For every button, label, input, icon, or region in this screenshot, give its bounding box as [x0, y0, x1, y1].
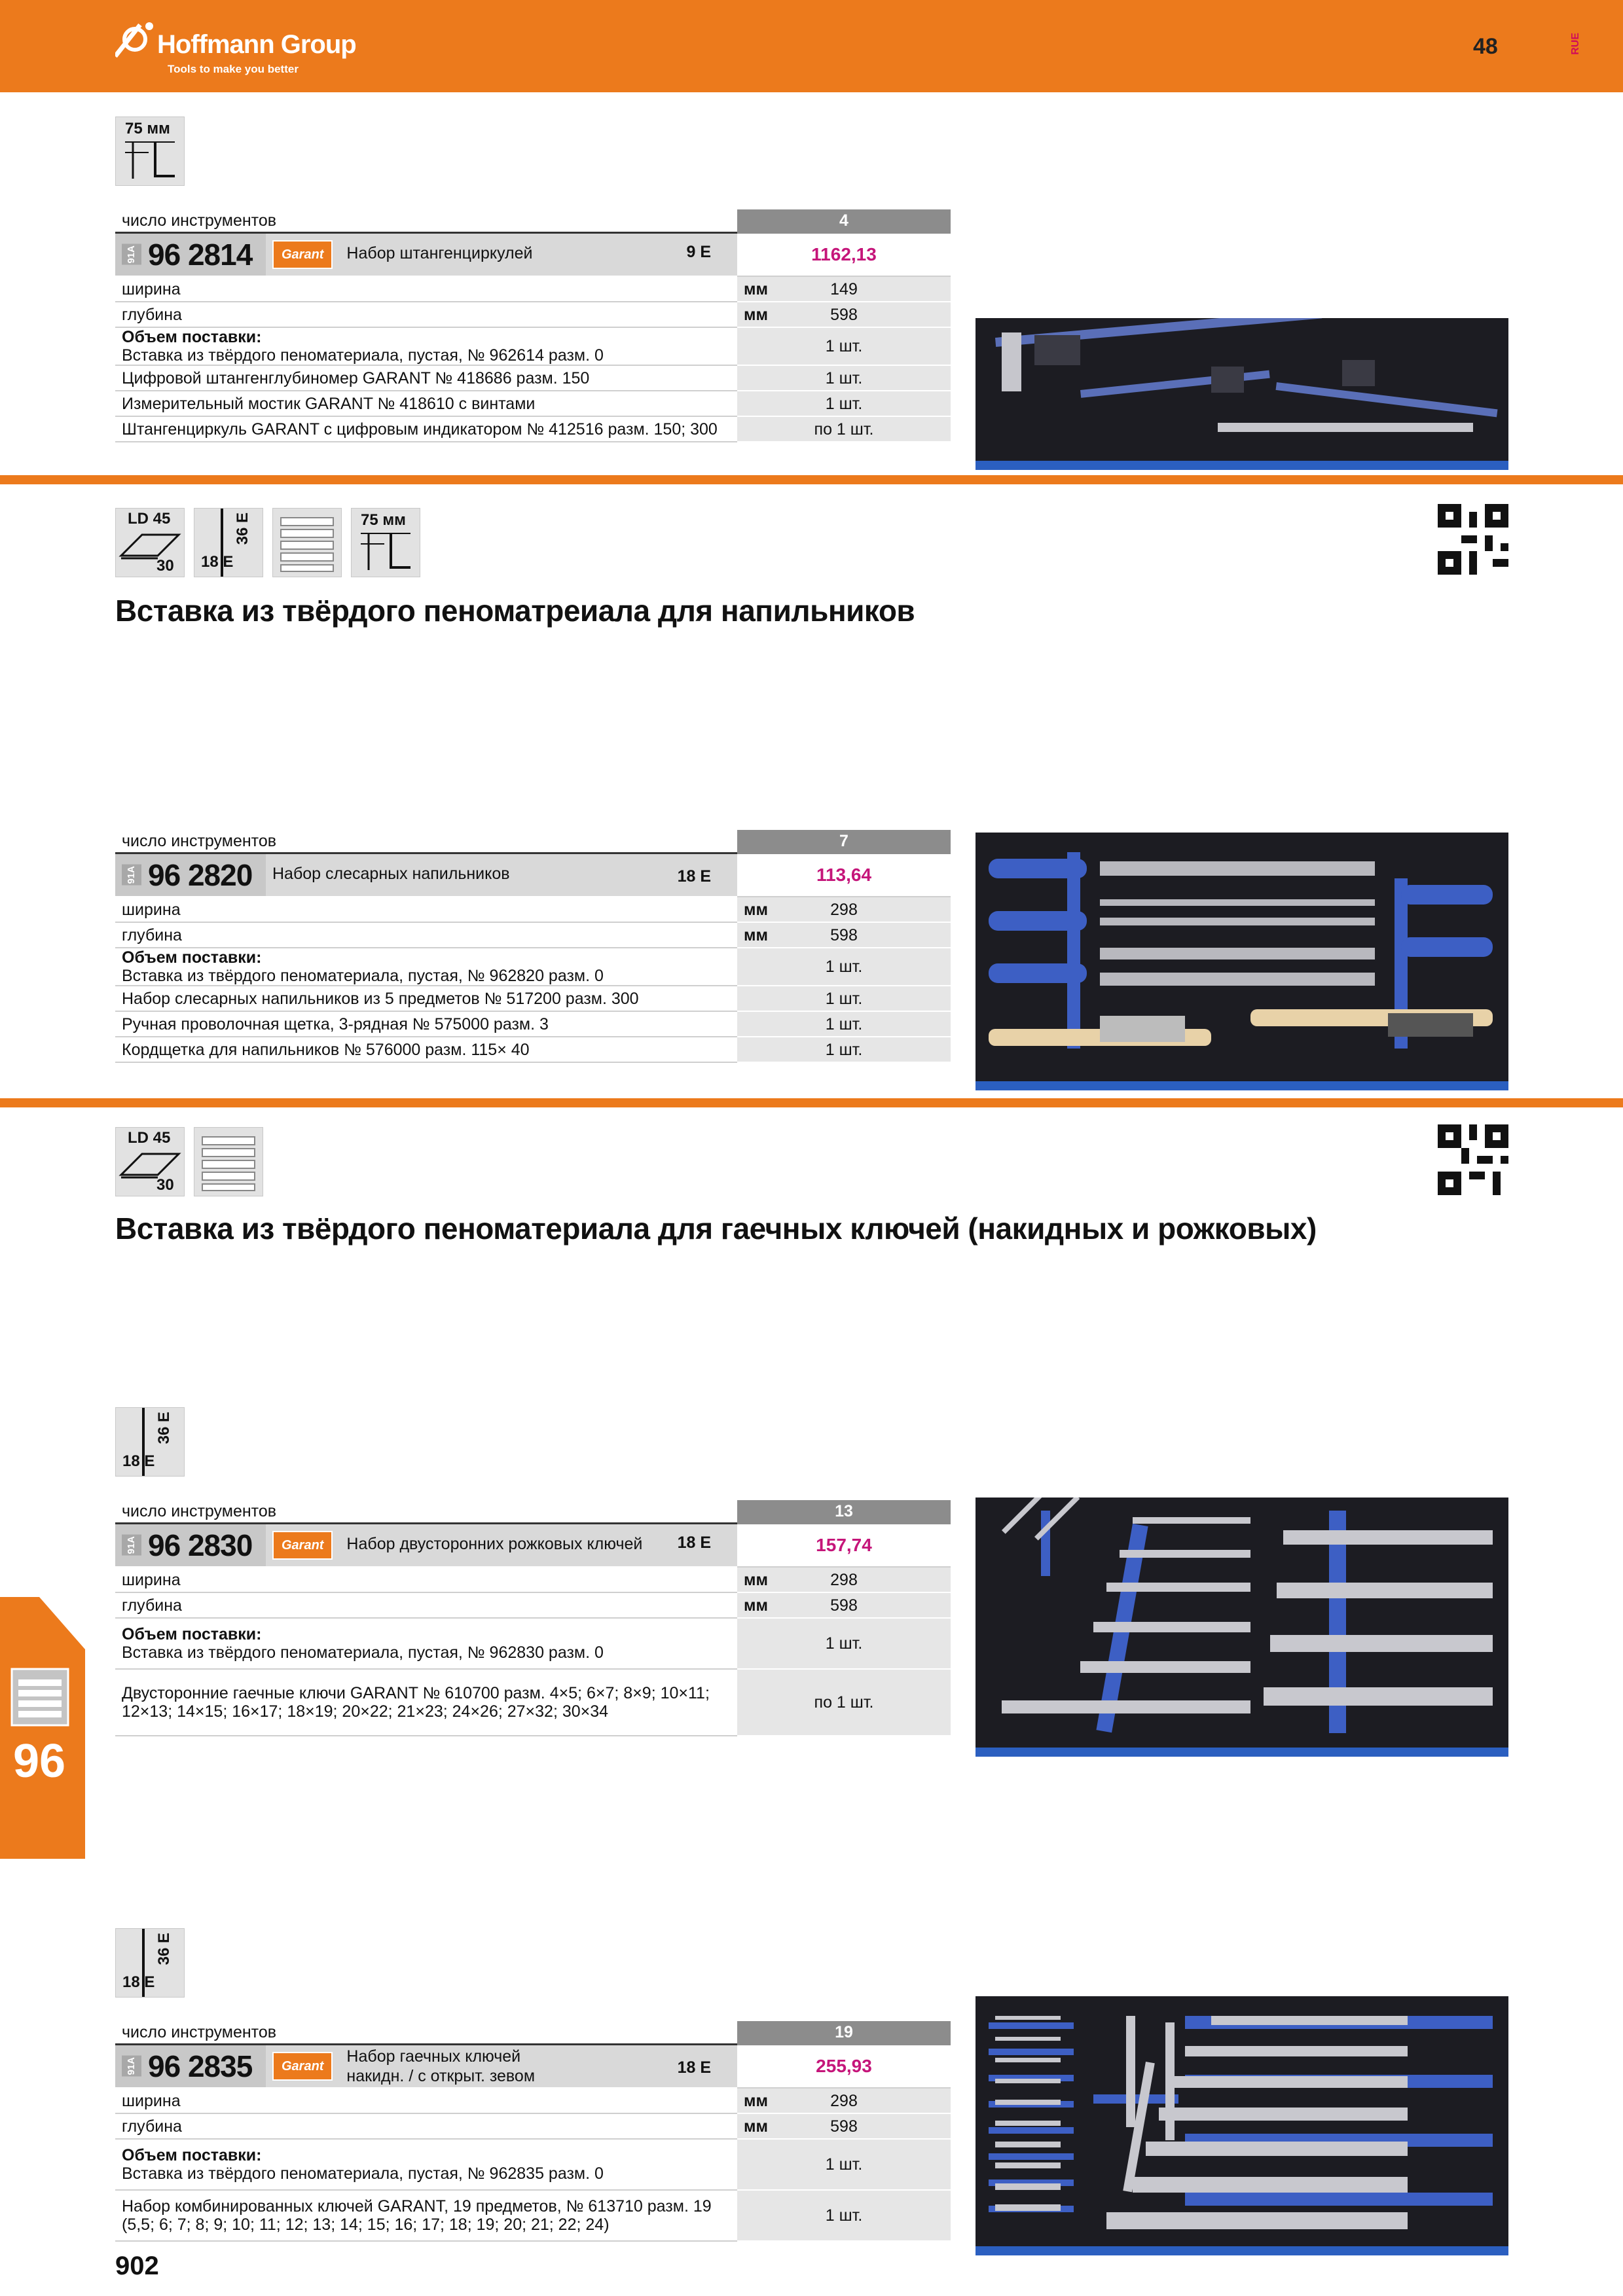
article-prefix: 91A: [122, 2056, 141, 2077]
article-prefix: 91A: [122, 1535, 141, 1556]
scope-item: Вставка из твёрдого пеноматериала, пустая, № 962820 разм. 0: [122, 967, 604, 985]
depth-label: глубина: [115, 922, 737, 948]
scope-label: Объем поставки:: [122, 328, 262, 346]
scope-label: Объем поставки:: [122, 2146, 262, 2164]
width-value: 149: [737, 276, 951, 302]
product-name: Набор гаечных ключей накидн. / с открыт. зевом: [346, 2047, 536, 2085]
scope-item: Цифровой штангенглубиномер GARANT № 418686 разм. 150: [115, 365, 737, 391]
article-number: 96 2830: [148, 1528, 253, 1562]
scope-qty: по 1 шт.: [737, 416, 951, 442]
tool-count-label: число инструментов: [115, 1500, 737, 1524]
scope-item: Вставка из твёрдого пеноматериала, пустая, № 962614 разм. 0: [122, 346, 604, 365]
garant-logo-icon: Garant: [272, 1531, 333, 1560]
tool-count-label: число инструментов: [115, 830, 737, 853]
product-photo-open-end-wrenches: [976, 1498, 1508, 1757]
unit-size: 18 E: [677, 2058, 711, 2077]
article-number: 96 2820: [148, 858, 253, 892]
depth-value: 598: [737, 302, 951, 327]
drawer-cabinet-icon: [272, 508, 342, 577]
scope-item: Кордщетка для напильников № 576000 разм. 115× 40: [115, 1037, 737, 1062]
garant-logo-icon: Garant: [272, 2052, 333, 2081]
qr-code-icon[interactable]: [1438, 504, 1508, 575]
scope-item: Вставка из твёрдого пеноматериала, пустая, № 962830 разм. 0: [122, 1643, 604, 1662]
scope-qty: 1 шт.: [737, 1037, 951, 1062]
price: 1162,13: [737, 233, 951, 277]
brand-name: Hoffmann Group: [157, 30, 356, 59]
chapter-number: 96: [13, 1735, 66, 1787]
scope-qty: 1 шт.: [737, 391, 951, 416]
product-name: Набор слесарных напильников: [272, 865, 510, 883]
product-table-962814: [115, 209, 951, 442]
tool-count-value: 19: [737, 2021, 951, 2045]
ld45-drawer-icon: LD 45 30: [115, 1127, 185, 1196]
height-75-icon: 75 мм: [115, 117, 185, 186]
drawer-depth-icon: [119, 1149, 181, 1179]
scope-label: Объем поставки:: [122, 1625, 262, 1643]
qr-code-icon[interactable]: [1438, 1124, 1508, 1195]
section-divider: [0, 1098, 1623, 1107]
chapter-tab: [0, 1597, 85, 1859]
article-number: 96 2835: [148, 2049, 253, 2083]
drawer-units-icon: 18 E 36 E: [115, 1407, 185, 1477]
scope-qty: 1 шт.: [737, 2190, 951, 2241]
unit-size: 9 E: [686, 243, 711, 261]
page-number: 902: [115, 2251, 159, 2280]
drawer-units-icon: 18 E 36 E: [115, 1928, 185, 1998]
ld45-drawer-icon: LD 45 30: [115, 508, 185, 577]
scope-qty: 1 шт.: [737, 2139, 951, 2190]
depth-label: глубина: [115, 1592, 737, 1618]
depth-value: 598: [737, 2113, 951, 2139]
unit-size: 18 E: [677, 867, 711, 886]
scope-item: Набор слесарных напильников из 5 предметов № 517200 разм. 300: [115, 986, 737, 1011]
hoffmann-logo-icon: [115, 20, 161, 59]
article-prefix: 91A: [122, 244, 141, 265]
scope-item: Штангенциркуль GARANT с цифровым индикатором № 412516 разм. 150; 300: [115, 416, 737, 442]
section-title: Вставка из твёрдого пеноматериала для гаечных ключей (накидных и рожковых): [115, 1211, 1317, 1246]
drawer-depth-icon: [119, 529, 181, 560]
width-label: ширина: [115, 1567, 737, 1592]
height-symbol-icon: [122, 139, 177, 181]
depth-label: глубина: [115, 2113, 737, 2139]
product-photo-combination-wrenches: [976, 1996, 1508, 2255]
scope-item: Ручная проволочная щетка, 3-рядная № 575000 разм. 3: [115, 1011, 737, 1037]
catalog-page-number: 48: [1473, 34, 1498, 59]
width-value: 298: [737, 1567, 951, 1592]
scope-item: Двусторонние гаечные ключи GARANT № 610700 разм. 4×5; 6×7; 8×9; 10×11; 12×13; 14×15; 16×17; 18×19; 20×22; 21×23; 24×26; 27×32; 30×34: [115, 1669, 737, 1736]
product-table-962835: [115, 2021, 951, 2242]
width-label: ширина: [115, 2088, 737, 2113]
drawer-cabinet-icon: [194, 1127, 263, 1196]
width-value: 298: [737, 897, 951, 922]
product-table-962830: [115, 1500, 951, 1736]
unit-size: 18 E: [677, 1534, 711, 1552]
section-divider: [0, 475, 1623, 484]
product-photo-calipers: [976, 318, 1508, 470]
section-title: Вставка из твёрдого пеноматреиала для напильников: [115, 594, 915, 628]
depth-value: 598: [737, 922, 951, 948]
width-value: 298: [737, 2088, 951, 2113]
width-label: ширина: [115, 276, 737, 302]
drawer-units-icon: 18 E 36 E: [194, 508, 263, 577]
scope-qty: 1 шт.: [737, 327, 951, 365]
price: 157,74: [737, 1524, 951, 1568]
scope-item: Набор комбинированных ключей GARANT, 19 предметов, № 613710 разм. 19 (5,5; 6; 7; 8; 9; 10; 11; 12; 13; 14; 15; 16; 17; 18; 19; 20; 21; 22; 24): [115, 2190, 737, 2241]
scope-label: Объем поставки:: [122, 948, 262, 967]
garant-logo-icon: Garant: [272, 240, 333, 269]
depth-value: 598: [737, 1592, 951, 1618]
tool-count-label: число инструментов: [115, 2021, 737, 2045]
tool-count-value: 4: [737, 209, 951, 233]
price: 113,64: [737, 853, 951, 897]
language-code: RUE: [1570, 33, 1581, 55]
article-prefix: 91A: [122, 865, 141, 886]
scope-qty: по 1 шт.: [737, 1669, 951, 1736]
product-table-962820: [115, 830, 951, 1063]
product-name: Набор штангенциркулей: [346, 244, 533, 262]
tool-count-label: число инструментов: [115, 209, 737, 233]
scope-qty: 1 шт.: [737, 948, 951, 986]
price: 255,93: [737, 2045, 951, 2089]
scope-qty: 1 шт.: [737, 365, 951, 391]
width-label: ширина: [115, 897, 737, 922]
scope-qty: 1 шт.: [737, 1011, 951, 1037]
brand-tagline: Tools to make you better: [168, 63, 299, 75]
tool-count-value: 7: [737, 830, 951, 853]
scope-qty: 1 шт.: [737, 986, 951, 1011]
height-75-icon: 75 мм: [351, 508, 420, 577]
height-symbol-icon: [358, 531, 413, 573]
product-name: Набор двусторонних рожковых ключей: [346, 1535, 643, 1553]
depth-label: глубина: [115, 302, 737, 327]
scope-qty: 1 шт.: [737, 1618, 951, 1669]
product-photo-files: [976, 833, 1508, 1090]
scope-item: Измерительный мостик GARANT № 418610 с винтами: [115, 391, 737, 416]
article-number: 96 2814: [148, 238, 253, 272]
scope-item: Вставка из твёрдого пеноматериала, пустая, № 962835 разм. 0: [122, 2164, 604, 2183]
tool-count-value: 13: [737, 1500, 951, 1524]
